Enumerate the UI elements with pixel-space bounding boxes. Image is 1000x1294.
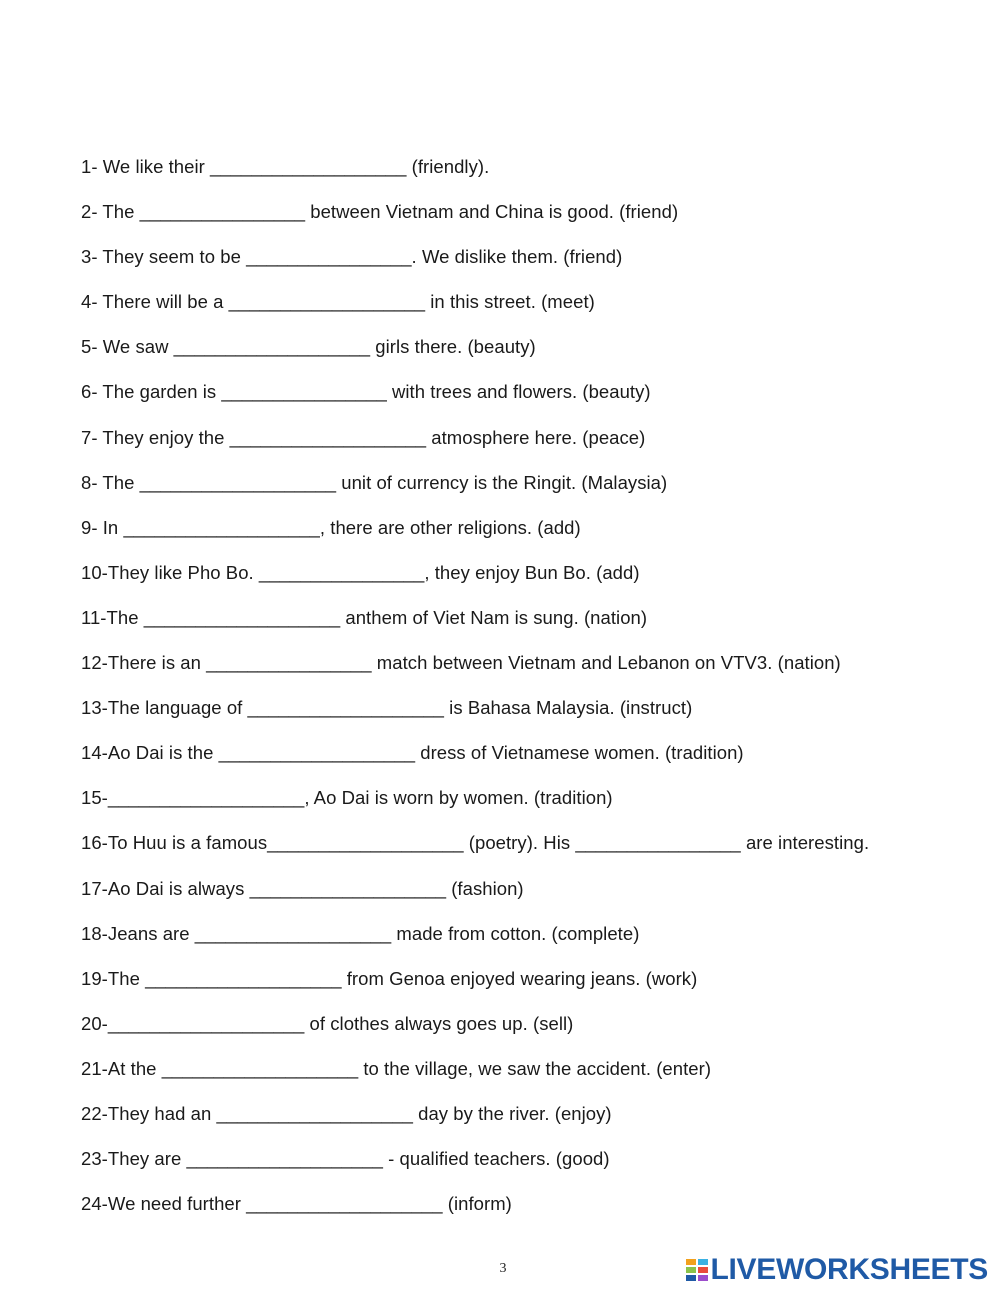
exercise-list: [81, 153, 981, 1235]
exercise-item: 20-___________________ of clothes always goes up. (sell): [81, 1012, 574, 1034]
exercise-item: 15-___________________, Ao Dai is worn by women. (tradition): [81, 787, 613, 809]
exercise-item: 14-Ao Dai is the ___________________ dress of Vietnamese women. (tradition): [81, 742, 744, 764]
liveworksheets-logo-icon: [686, 1259, 708, 1281]
exercise-item: 18-Jeans are ___________________ made from cotton. (complete): [81, 922, 640, 944]
exercise-item: 17-Ao Dai is always ___________________ (fashion): [81, 877, 524, 899]
liveworksheets-brand: [686, 1253, 989, 1287]
page-number: 3: [499, 1261, 507, 1276]
exercise-item: 1- We like their ___________________ (friendly).: [81, 156, 490, 177]
exercise-item: 10-They like Pho Bo. ________________, they enjoy Bun Bo. (add): [81, 561, 640, 583]
exercise-item: 19-The ___________________ from Genoa enjoyed wearing jeans. (work): [81, 967, 698, 989]
exercise-item: 5- We saw ___________________ girls there. (beauty): [81, 336, 536, 358]
exercise-item: 24-We need further ___________________ (inform): [81, 1193, 512, 1215]
exercise-item: 22-They had an ___________________ day by the river. (enjoy): [81, 1102, 612, 1124]
exercise-item: 11-The ___________________ anthem of Viet Nam is sung. (nation): [81, 606, 648, 628]
exercise-item: 3- They seem to be ________________. We dislike them. (friend): [81, 246, 623, 268]
exercise-item: 23-They are ___________________ - qualified teachers. (good): [81, 1148, 610, 1170]
exercise-item: 9- In ___________________, there are other religions. (add): [81, 516, 581, 538]
exercise-item: 16-To Huu is a famous___________________ (poetry). His ________________ are interesting.: [81, 832, 870, 854]
exercise-item: 6- The garden is ________________ with trees and flowers. (beauty): [81, 381, 651, 403]
exercise-item: 4- There will be a ___________________ in this street. (meet): [81, 291, 595, 313]
exercise-item: 8- The ___________________ unit of currency is the Ringit. (Malaysia): [81, 471, 668, 493]
exercise-item: 7- They enjoy the ___________________ atmosphere here. (peace): [81, 426, 646, 448]
brand-text: LIVEWORKSHEETS: [710, 1253, 988, 1286]
exercise-item: 21-At the ___________________ to the village, we saw the accident. (enter): [81, 1057, 712, 1079]
exercise-item: 13-The language of ___________________ is Bahasa Malaysia. (instruct): [81, 697, 693, 719]
exercise-item: 2- The ________________ between Vietnam and China is good. (friend): [81, 201, 679, 223]
exercise-item: 12-There is an ________________ match between Vietnam and Lebanon on VTV3. (nation): [81, 652, 841, 674]
